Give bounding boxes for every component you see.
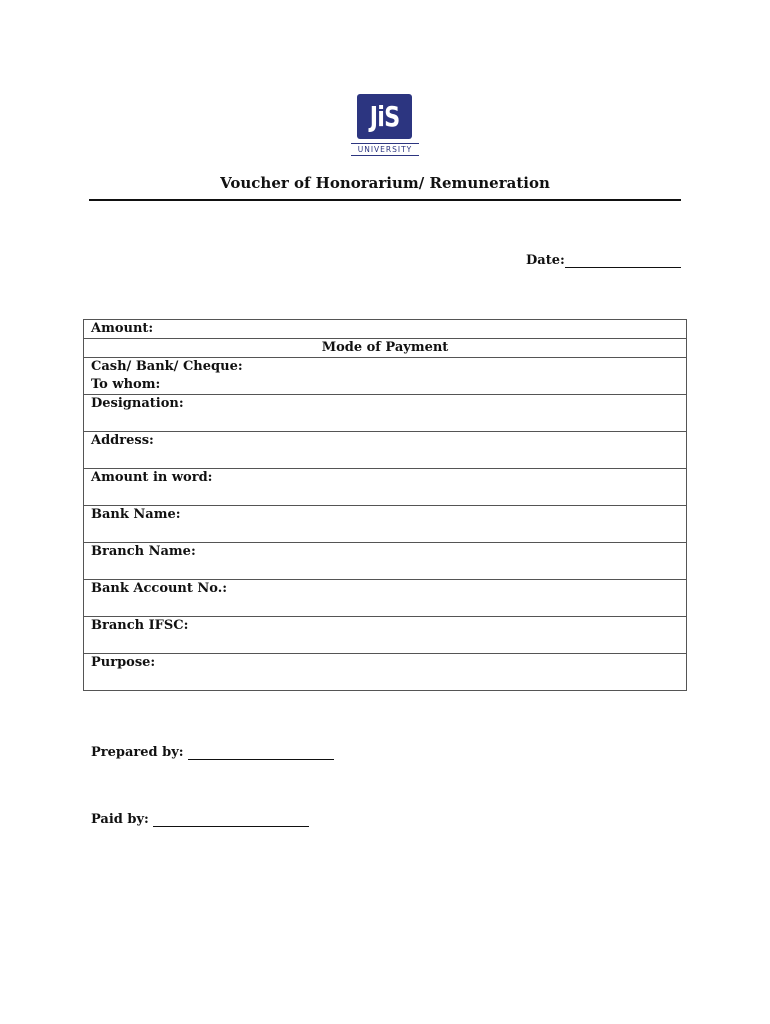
date-label: Date:	[526, 253, 565, 268]
logo-caption: UNIVERSITY	[351, 143, 419, 156]
cash-bank-cheque-label: Cash/ Bank/ Cheque:	[91, 359, 243, 374]
document-title: Voucher of Honorarium/ Remuneration	[220, 174, 550, 192]
form-row-amount	[84, 320, 687, 339]
title-underline	[89, 199, 681, 201]
prepared-by-label: Prepared by:	[91, 745, 184, 760]
branch-name-cell[interactable]: Branch Name:	[84, 543, 687, 580]
date-blank[interactable]	[565, 255, 681, 268]
form-row-bank-account-no	[84, 580, 687, 617]
paid-by-field	[91, 812, 309, 827]
designation-cell[interactable]: Designation:	[84, 395, 687, 432]
jis-university-logo	[349, 92, 421, 156]
amount-cell[interactable]: Amount:	[84, 320, 687, 339]
logo-badge	[357, 94, 412, 139]
amount-in-word-cell[interactable]: Amount in word:	[84, 469, 687, 506]
form-row-designation	[84, 395, 687, 432]
form-row-purpose	[84, 654, 687, 691]
bank-name-cell[interactable]: Bank Name:	[84, 506, 687, 543]
branch-ifsc-cell[interactable]: Branch IFSC:	[84, 617, 687, 654]
form-row-bank-name	[84, 506, 687, 543]
form-row-cash-to-whom	[84, 358, 687, 395]
logo-mark: JiS	[369, 99, 400, 133]
form-row-address	[84, 432, 687, 469]
paid-by-blank[interactable]	[153, 814, 309, 827]
mode-of-payment-heading: Mode of Payment	[84, 339, 687, 358]
to-whom-label: To whom:	[91, 377, 161, 392]
prepared-by-blank[interactable]	[188, 747, 334, 760]
paid-by-label: Paid by:	[91, 812, 149, 827]
voucher-form-table	[83, 319, 687, 691]
bank-account-no-cell[interactable]: Bank Account No.:	[84, 580, 687, 617]
address-cell[interactable]: Address:	[84, 432, 687, 469]
form-row-mode-of-payment	[84, 339, 687, 358]
form-row-branch-ifsc	[84, 617, 687, 654]
cash-to-whom-cell[interactable]	[84, 358, 687, 395]
form-row-branch-name	[84, 543, 687, 580]
date-field	[526, 253, 681, 268]
purpose-cell[interactable]: Purpose:	[84, 654, 687, 691]
form-row-amount-in-word	[84, 469, 687, 506]
prepared-by-field	[91, 745, 334, 760]
